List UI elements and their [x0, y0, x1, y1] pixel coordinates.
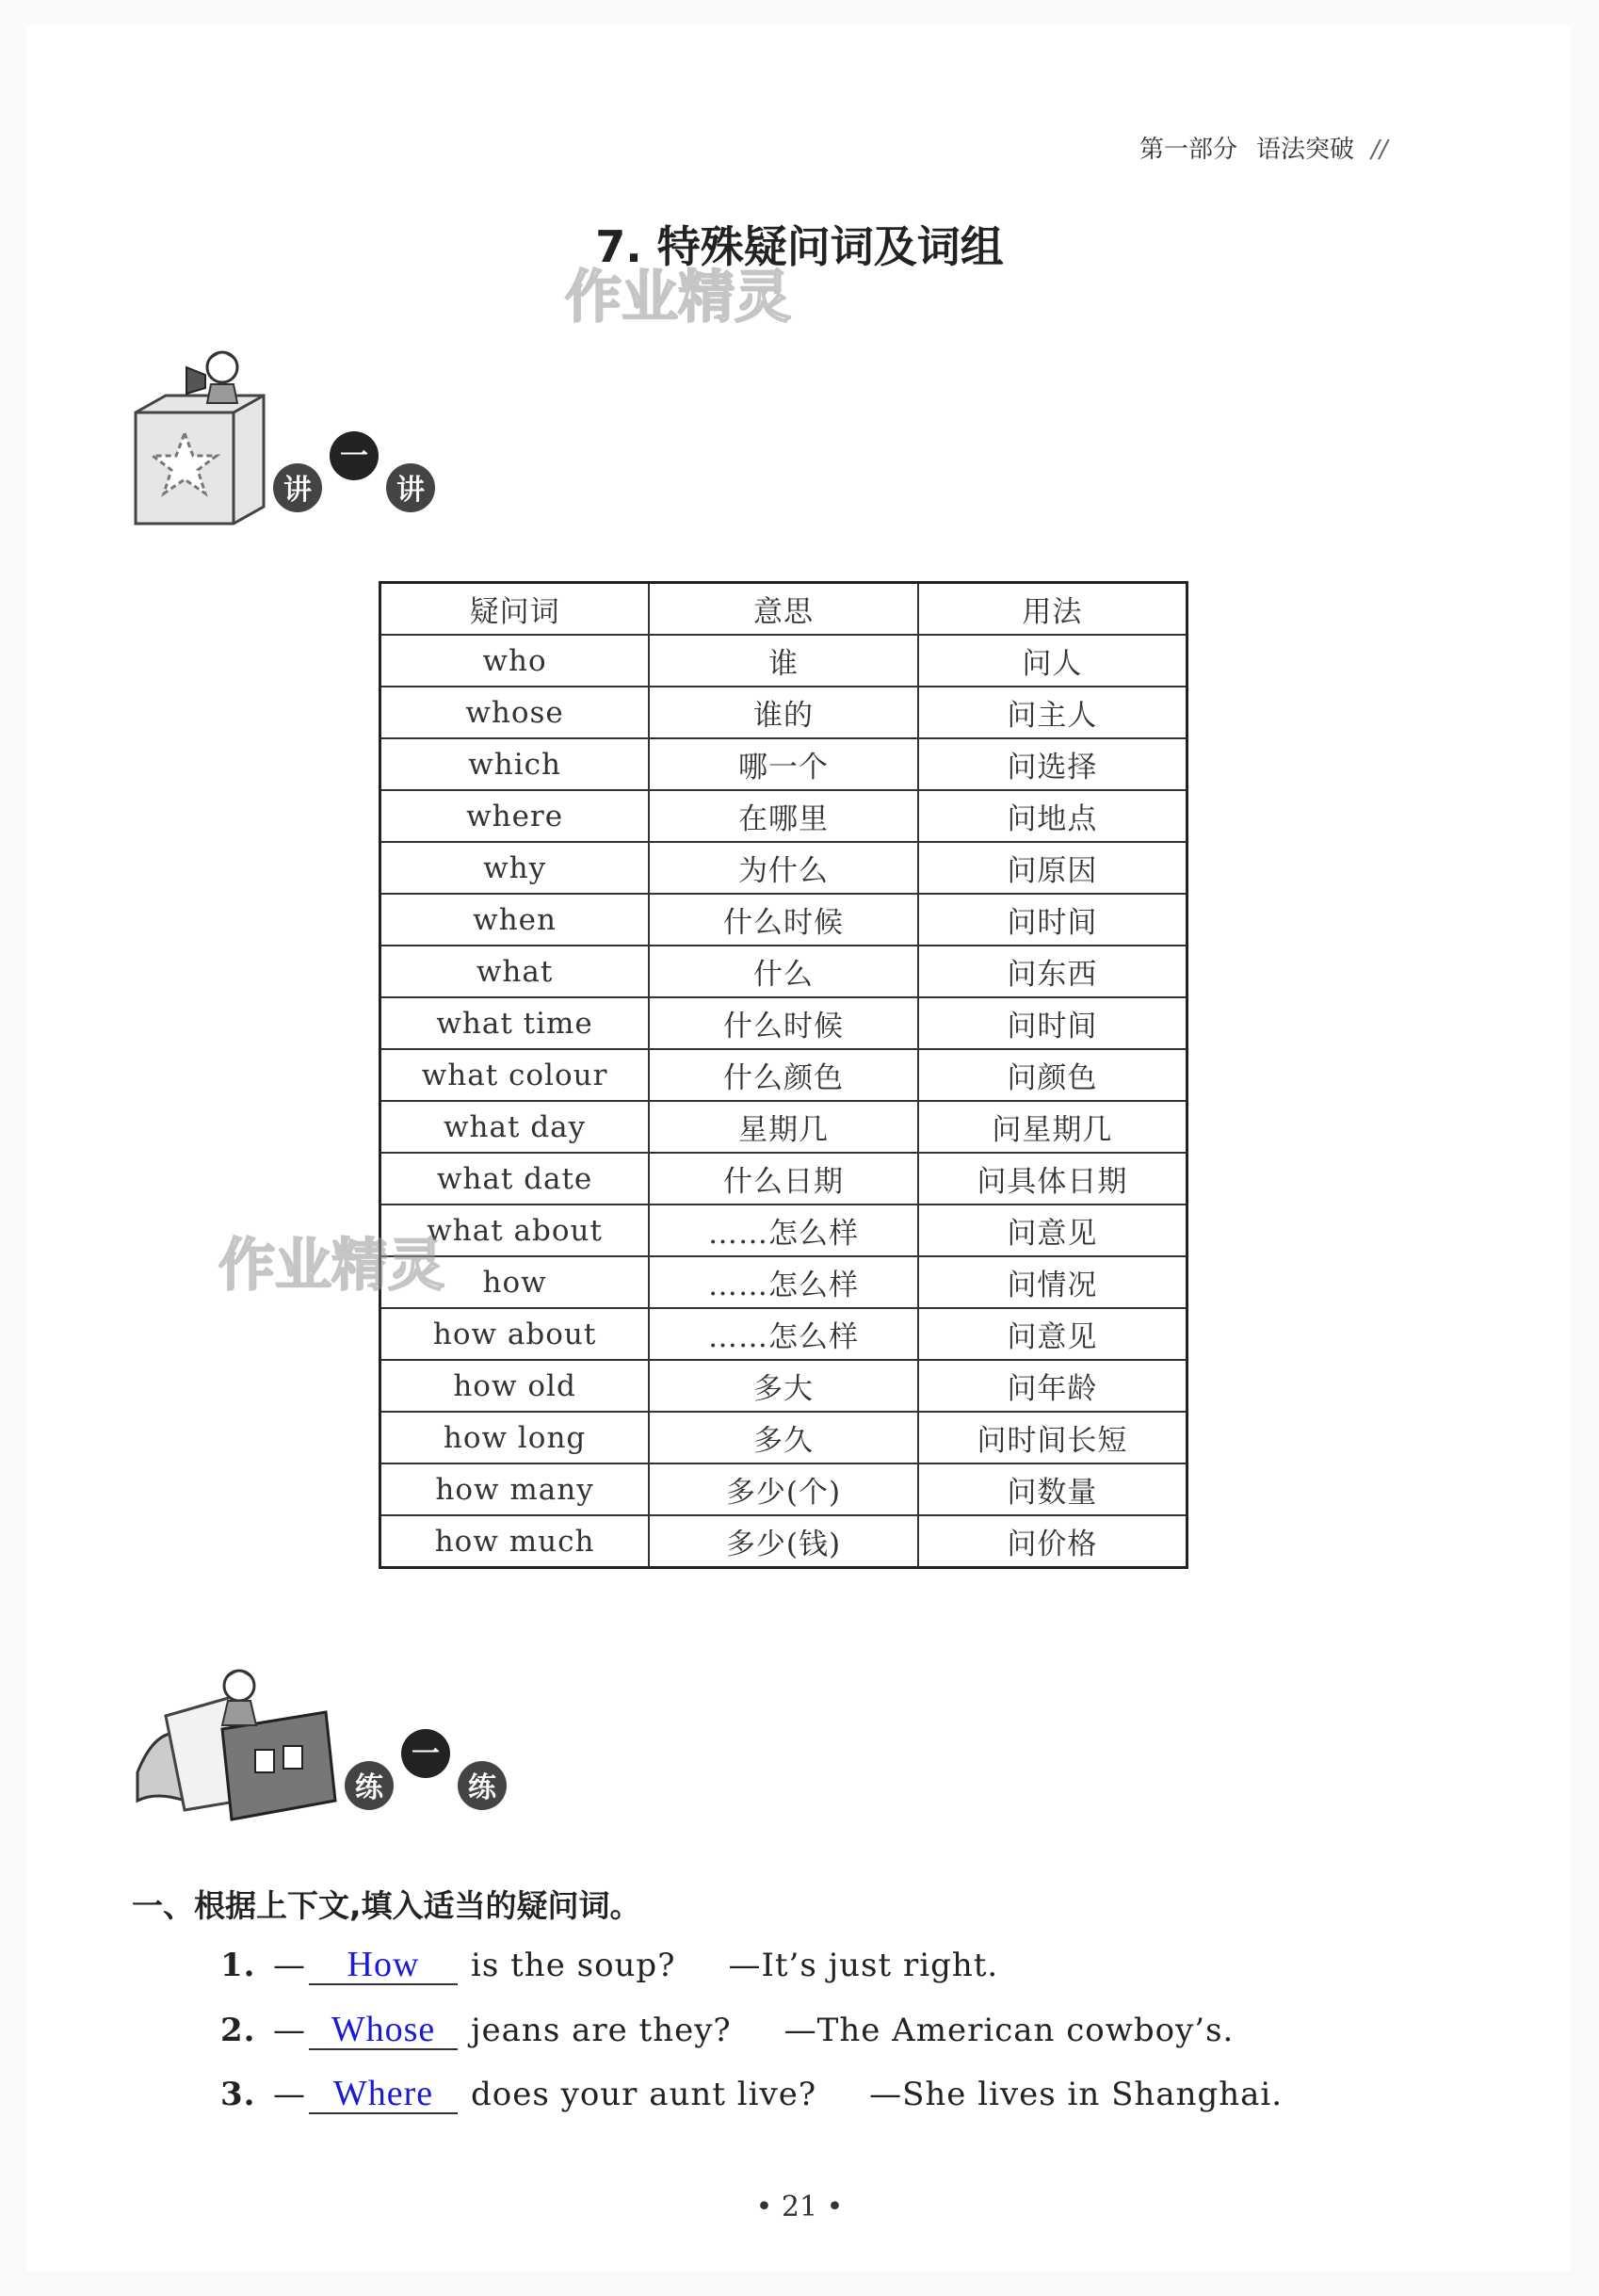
badge-practice-left: 练	[355, 1771, 383, 1804]
cell-usage: 问地点	[918, 790, 1187, 842]
cell-meaning: 哪一个	[649, 738, 918, 790]
lecture-badge	[128, 347, 448, 535]
table-row	[380, 997, 1187, 1049]
cell-usage: 问年龄	[918, 1360, 1187, 1412]
cell-meaning: 什么日期	[649, 1153, 918, 1205]
table-row	[380, 842, 1187, 894]
table-header-word: 疑问词	[380, 583, 650, 636]
cell-meaning: 谁的	[649, 687, 918, 738]
lian-yi-lian-label	[345, 1729, 507, 1810]
cell-usage: 问主人	[918, 687, 1187, 738]
table-row	[380, 1256, 1187, 1308]
jiang-yi-jiang-label	[273, 431, 435, 512]
item-reply: —The American cowboy’s.	[783, 2012, 1235, 2049]
table-row	[380, 894, 1187, 946]
page-title: 7. 特殊疑问词及词组	[595, 221, 1004, 272]
table-header-row	[380, 583, 1187, 636]
cell-usage: 问情况	[918, 1256, 1187, 1308]
cell-usage: 问星期几	[918, 1101, 1187, 1153]
table-row	[380, 946, 1187, 997]
table-row	[380, 687, 1187, 738]
cell-meaning: ……怎么样	[649, 1308, 918, 1360]
watermark-top: 作业精灵	[565, 265, 791, 331]
cell-meaning: 什么	[649, 946, 918, 997]
cell-usage: 问东西	[918, 946, 1187, 997]
cell-meaning: 多大	[649, 1360, 918, 1412]
table-row	[380, 790, 1187, 842]
table-row	[380, 1049, 1187, 1101]
cell-meaning: 多少(个)	[649, 1463, 918, 1515]
cell-word: whose	[380, 687, 650, 738]
table-row	[380, 1205, 1187, 1256]
cell-usage: 问原因	[918, 842, 1187, 894]
answer-blank[interactable]: Whose	[309, 2011, 458, 2050]
cell-usage: 问价格	[918, 1515, 1187, 1568]
item-number: 1.	[220, 1947, 256, 1984]
exercise-heading: 一、根据上下文,填入适当的疑问词。	[132, 1887, 641, 1924]
cell-word: how about	[380, 1308, 650, 1360]
cell-word: why	[380, 842, 650, 894]
badge-practice-right: 练	[468, 1771, 496, 1804]
item-dash: —	[273, 1947, 306, 1984]
cell-usage: 问颜色	[918, 1049, 1187, 1101]
cell-meaning: 星期几	[649, 1101, 918, 1153]
cell-usage: 问意见	[918, 1308, 1187, 1360]
cell-word: what time	[380, 997, 650, 1049]
cell-word: what day	[380, 1101, 650, 1153]
cell-meaning: 什么时候	[649, 997, 918, 1049]
table-row	[380, 635, 1187, 687]
table-row	[380, 1463, 1187, 1515]
running-head	[1139, 130, 1388, 165]
answer-blank[interactable]: How	[309, 1946, 458, 1985]
cell-word: when	[380, 894, 650, 946]
cell-usage: 问具体日期	[918, 1153, 1187, 1205]
cell-word: which	[380, 738, 650, 790]
table-row	[380, 1101, 1187, 1153]
cell-meaning: 谁	[649, 635, 918, 687]
cell-meaning: 多少(钱)	[649, 1515, 918, 1568]
cell-meaning: 为什么	[649, 842, 918, 894]
item-question: is the soup?	[471, 1947, 676, 1984]
page-number: • 21 •	[755, 2191, 844, 2223]
cell-word: what colour	[380, 1049, 650, 1101]
cell-word: how	[380, 1256, 650, 1308]
books-girl-icon	[137, 1671, 335, 1819]
cell-meaning: 多久	[649, 1412, 918, 1463]
cell-meaning: ……怎么样	[649, 1205, 918, 1256]
cell-usage: 问时间	[918, 894, 1187, 946]
cell-usage: 问时间	[918, 997, 1187, 1049]
item-dash: —	[273, 2076, 306, 2113]
cell-word: what date	[380, 1153, 650, 1205]
cell-word: where	[380, 790, 650, 842]
cell-usage: 问意见	[918, 1205, 1187, 1256]
cell-meaning: 在哪里	[649, 790, 918, 842]
badge-lecture-middle: 一	[340, 440, 368, 473]
table-row	[380, 738, 1187, 790]
cell-usage: 问时间长短	[918, 1412, 1187, 1463]
item-question: jeans are they?	[471, 2012, 732, 2049]
exercise-item	[220, 2075, 1283, 2114]
cube-star-icon	[136, 396, 264, 524]
table-header-usage: 用法	[918, 583, 1187, 636]
table-row	[380, 1360, 1187, 1412]
table-row	[380, 1308, 1187, 1360]
exercise-item	[220, 1946, 998, 1985]
question-word-table	[379, 581, 1188, 1569]
item-dash: —	[273, 2012, 306, 2049]
cell-word: how long	[380, 1412, 650, 1463]
item-reply: —She lives in Shanghai.	[869, 2076, 1284, 2113]
table-row	[380, 1515, 1187, 1568]
cell-usage: 问人	[918, 635, 1187, 687]
item-question: does your aunt live?	[471, 2076, 817, 2113]
table-header-meaning: 意思	[649, 583, 918, 636]
exercise-item	[220, 2011, 1234, 2050]
practice-badge	[128, 1659, 524, 1829]
running-head-mark: //	[1371, 136, 1388, 164]
cell-word: what	[380, 946, 650, 997]
table-row	[380, 1412, 1187, 1463]
cell-word: how much	[380, 1515, 650, 1568]
badge-lecture-right: 讲	[396, 474, 425, 507]
cell-word: how old	[380, 1360, 650, 1412]
cell-meaning: 什么时候	[649, 894, 918, 946]
cell-meaning: ……怎么样	[649, 1256, 918, 1308]
cell-meaning: 什么颜色	[649, 1049, 918, 1101]
table-row	[380, 1153, 1187, 1205]
item-number: 3.	[220, 2076, 256, 2113]
answer-blank[interactable]: Where	[309, 2075, 458, 2114]
cell-usage: 问数量	[918, 1463, 1187, 1515]
watermark-middle: 作业精灵	[218, 1233, 444, 1299]
badge-lecture-left: 讲	[283, 474, 312, 507]
cell-word: how many	[380, 1463, 650, 1515]
badge-practice-middle: 一	[412, 1738, 440, 1771]
running-head-section: 语法突破	[1256, 136, 1355, 164]
item-number: 2.	[220, 2012, 256, 2049]
running-head-part: 第一部分	[1139, 136, 1238, 164]
item-reply: —It’s just right.	[728, 1947, 999, 1984]
cell-word: what about	[380, 1205, 650, 1256]
cell-word: who	[380, 635, 650, 687]
cell-usage: 问选择	[918, 738, 1187, 790]
